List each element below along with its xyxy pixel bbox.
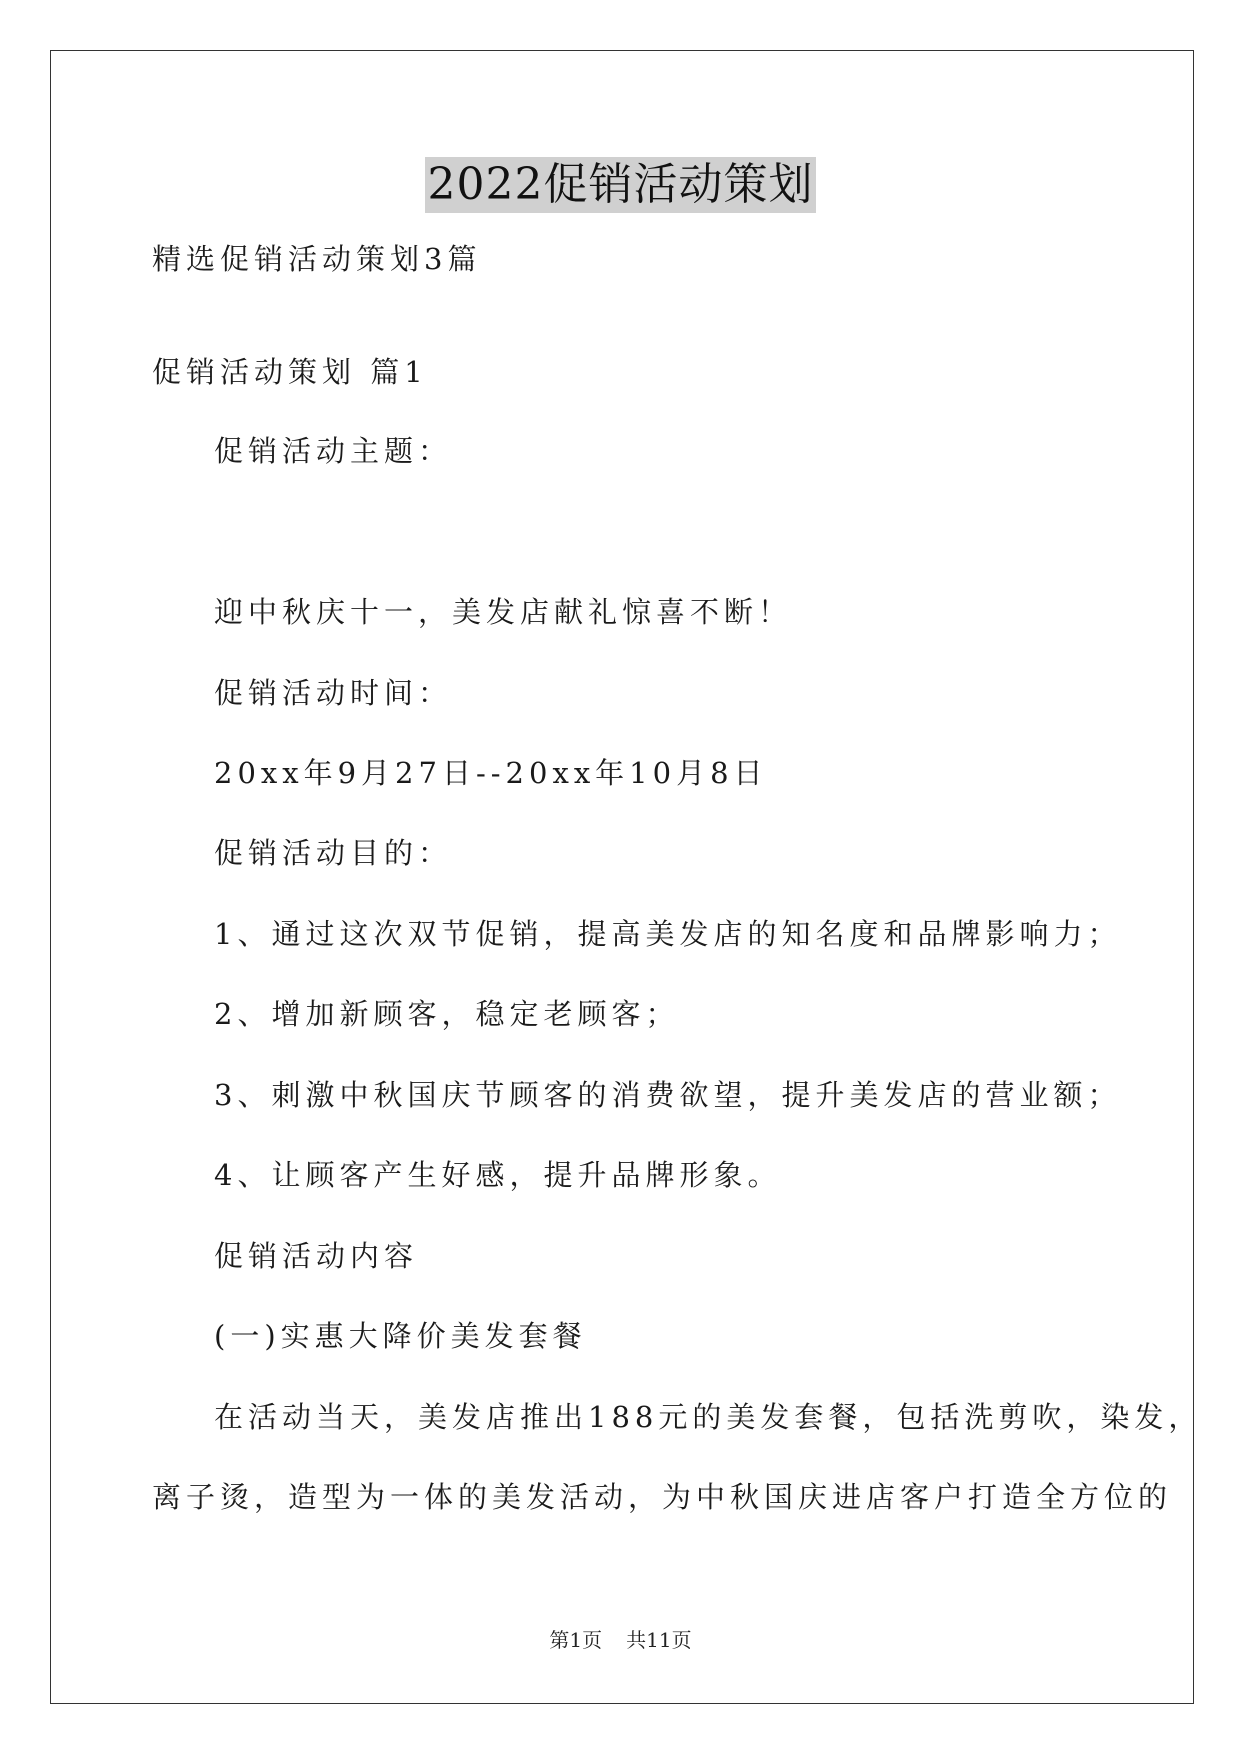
paragraph-line: 2、增加新顾客，稳定老顾客； xyxy=(214,997,680,1031)
page-footer xyxy=(0,1627,1241,1653)
subtitle-line: 精选促销活动策划3篇 xyxy=(152,242,482,276)
paragraph-line: 离子烫，造型为一体的美发活动，为中秋国庆进店客户打造全方位的 xyxy=(152,1480,1173,1514)
paragraph-line: 在活动当天，美发店推出188元的美发套餐，包括洗剪吹，染发， xyxy=(214,1400,1203,1434)
page-number: 第1页 xyxy=(549,1628,603,1652)
paragraph-line: 迎中秋庆十一，美发店献礼惊喜不断！ xyxy=(214,595,793,629)
page-total: 共11页 xyxy=(626,1628,692,1652)
page-border xyxy=(50,50,1194,1704)
paragraph-line: (一)实惠大降价美发套餐 xyxy=(214,1319,587,1353)
paragraph-line: 促销活动内容 xyxy=(214,1239,419,1273)
paragraph-line: 促销活动主题： xyxy=(214,434,453,468)
paragraph-line: 3、刺激中秋国庆节顾客的消费欲望，提升美发店的营业额； xyxy=(214,1078,1122,1112)
paragraph-line: 促销活动目的： xyxy=(214,836,453,870)
paragraph-line: 促销活动时间： xyxy=(214,676,453,710)
paragraph-line: 4、让顾客产生好感，提升品牌形象。 xyxy=(214,1158,782,1192)
document-title: 2022促销活动策划 xyxy=(425,157,817,213)
paragraph-line: 1、通过这次双节促销，提高美发店的知名度和品牌影响力； xyxy=(214,917,1122,951)
title-container xyxy=(0,157,1241,213)
section-heading: 促销活动策划 篇1 xyxy=(152,355,428,389)
paragraph-line: 20xx年9月27日--20xx年10月8日 xyxy=(214,756,768,790)
